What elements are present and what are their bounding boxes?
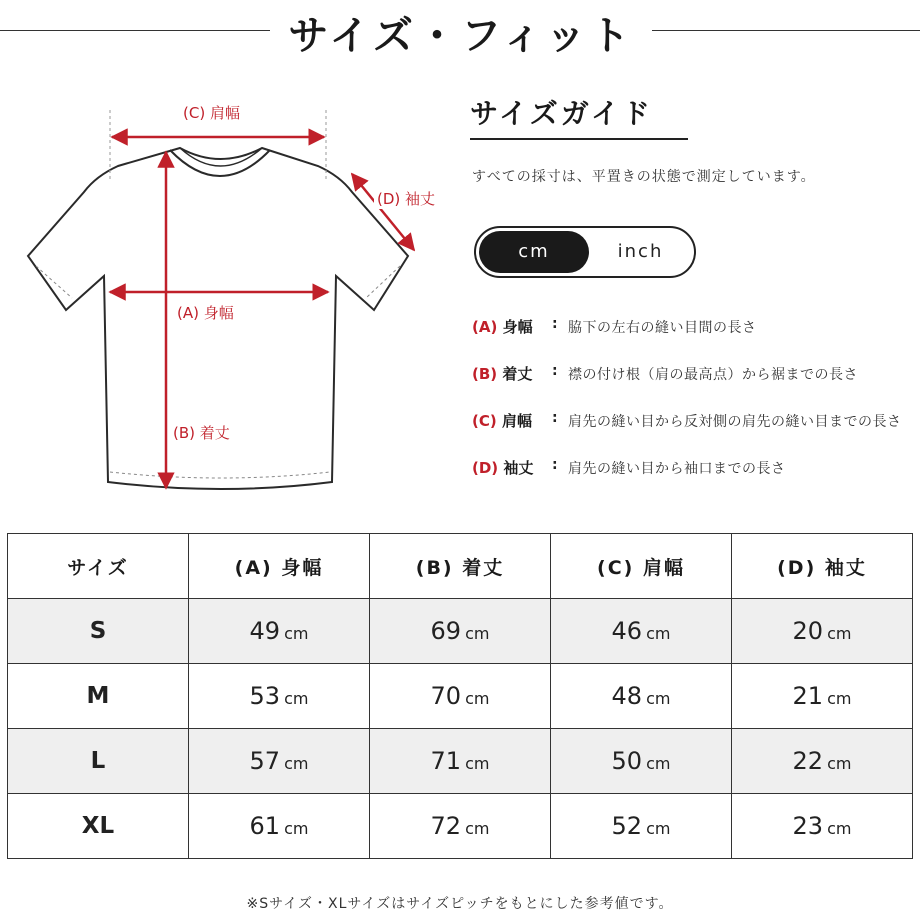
value-cell: 70 cm [370, 664, 551, 729]
value-cell: 69 cm [370, 599, 551, 664]
tshirt-diagram [0, 80, 460, 520]
header-body-width: (A) 身幅 [189, 534, 370, 599]
size-table [7, 533, 913, 859]
unit-toggle[interactable] [474, 226, 696, 278]
definition-code: (B) [472, 365, 498, 383]
size-cell: L [8, 729, 189, 794]
tshirt-illustration [0, 80, 460, 520]
size-cell: M [8, 664, 189, 729]
unit-inch-button[interactable]: inch [617, 241, 664, 262]
value-cell: 21 cm [732, 664, 913, 729]
value-cell: 46 cm [551, 599, 732, 664]
value-cell: 52 cm [551, 794, 732, 859]
size-guide-title: サイズガイド [470, 97, 653, 130]
definition-name: 身幅 [502, 318, 533, 336]
definition-desc: 襟の付け根（肩の最高点）から裾までの長さ [568, 367, 858, 383]
value-cell: 22 cm [732, 729, 913, 794]
value-cell: 23 cm [732, 794, 913, 859]
title-row [0, 0, 920, 62]
header-body-length: (B) 着丈 [370, 534, 551, 599]
definition-name: 袖丈 [503, 459, 534, 477]
table-header-row [8, 534, 913, 599]
size-cell: XL [8, 794, 189, 859]
label-sleeve-length: (D) 袖丈 [374, 188, 438, 209]
header-sleeve-length: (D) 袖丈 [732, 534, 913, 599]
table-row [8, 664, 913, 729]
measurement-definitions [472, 316, 918, 504]
page-title: サイズ・フィット [288, 13, 634, 59]
value-cell: 71 cm [370, 729, 551, 794]
definition-desc: 肩先の縫い目から反対側の肩先の縫い目までの長さ [568, 414, 902, 430]
footnote: ※Sサイズ・XLサイズはサイズピッチをもとにした参考値です。 [246, 896, 674, 912]
definition-row-d: (D) 袖丈 : 肩先の縫い目から袖口までの長さ [472, 457, 786, 477]
definition-code: (D) [472, 459, 499, 477]
table-row [8, 599, 913, 664]
size-cell: S [8, 599, 189, 664]
definition-name: 肩幅 [501, 412, 532, 430]
definition-name: 着丈 [502, 365, 533, 383]
value-cell: 49 cm [189, 599, 370, 664]
value-cell: 72 cm [370, 794, 551, 859]
unit-cm-button[interactable]: cm [479, 231, 589, 273]
definition-code: (A) [472, 318, 498, 336]
value-cell: 57 cm [189, 729, 370, 794]
title-divider-left [0, 30, 270, 31]
label-body-length: (B) 着丈 [170, 422, 233, 443]
value-cell: 61 cm [189, 794, 370, 859]
header-size: サイズ [8, 534, 189, 599]
value-cell: 53 cm [189, 664, 370, 729]
value-cell: 50 cm [551, 729, 732, 794]
table-row [8, 729, 913, 794]
title-divider-right [652, 30, 920, 31]
measurement-note: すべての採寸は、平置きの状態で測定しています。 [472, 169, 816, 185]
definition-desc: 脇下の左右の縫い目間の長さ [568, 320, 757, 336]
value-cell: 20 cm [732, 599, 913, 664]
definition-code: (C) [472, 412, 497, 430]
header-shoulder-width: (C) 肩幅 [551, 534, 732, 599]
label-body-width: (A) 身幅 [174, 302, 237, 323]
label-shoulder-width: (C) 肩幅 [180, 102, 243, 123]
definition-row-c: (C) 肩幅 : 肩先の縫い目から反対側の肩先の縫い目までの長さ [472, 410, 902, 430]
definition-row-b: (B) 着丈 : 襟の付け根（肩の最高点）から裾までの長さ [472, 363, 858, 383]
size-guide-underline [470, 138, 688, 140]
value-cell: 48 cm [551, 664, 732, 729]
definition-desc: 肩先の縫い目から袖口までの長さ [568, 461, 786, 477]
definition-row-a: (A) 身幅 : 脇下の左右の縫い目間の長さ [472, 316, 757, 336]
table-row [8, 794, 913, 859]
